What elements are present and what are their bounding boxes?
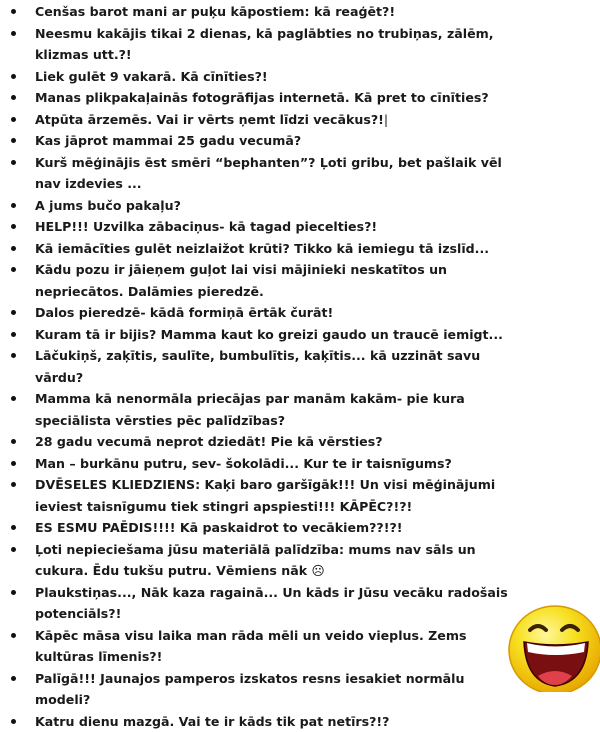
bullet-icon bbox=[11, 138, 16, 143]
item-text: Lāčukiņš, zaķītis, saulīte, bumbulītis, kaķītis... kā uzzināt savu vārdu? bbox=[35, 348, 480, 385]
list-item bbox=[0, 23, 600, 66]
item-text: Dalos pieredzē- kādā formiņā ērtāk čurāt! bbox=[35, 305, 333, 320]
list-item bbox=[0, 130, 600, 152]
list-item bbox=[0, 324, 600, 346]
item-text: Atpūta ārzemēs. Vai ir vērts ņemt līdzi vecākus?! bbox=[35, 112, 384, 127]
list-item bbox=[0, 539, 600, 582]
bullet-icon bbox=[11, 74, 16, 79]
list-item bbox=[0, 1, 600, 23]
bullet-icon bbox=[11, 160, 16, 165]
list-item bbox=[0, 517, 600, 539]
bullet-icon bbox=[11, 31, 16, 36]
bullet-icon bbox=[11, 310, 16, 315]
item-text: Man – burkānu putru, sev- šokolādi... Kur te ir taisnīgums? bbox=[35, 456, 452, 471]
text-cursor: | bbox=[384, 112, 388, 127]
bullet-icon bbox=[11, 676, 16, 681]
bullet-icon bbox=[11, 590, 16, 595]
item-text: Kā iemācīties gulēt neizlaižot krūti? Tikko kā iemiegu tā izslīd... bbox=[35, 241, 489, 256]
list-item bbox=[0, 453, 600, 475]
item-text: Kāpēc māsa visu laika man rāda mēli un veido vieplus. Zems kultūras līmenis?! bbox=[35, 628, 466, 665]
item-text: Cenšas barot mani ar puķu kāpostiem: kā reaģēt?! bbox=[35, 4, 395, 19]
list-item bbox=[0, 87, 600, 109]
bullet-icon bbox=[11, 95, 16, 100]
laughing-smiley-icon bbox=[500, 590, 600, 692]
list-item bbox=[0, 216, 600, 238]
list-item bbox=[0, 66, 600, 88]
bullet-icon bbox=[11, 332, 16, 337]
bullet-icon bbox=[11, 482, 16, 487]
bullet-icon bbox=[11, 719, 16, 724]
bullet-icon bbox=[11, 224, 16, 229]
item-text: Kurš mēģinājis ēst smēri “bephanten”? Ļoti gribu, bet pašlaik vēl nav izdevies ... bbox=[35, 155, 502, 192]
bullet-icon bbox=[11, 9, 16, 14]
bullet-icon bbox=[11, 267, 16, 272]
item-text: 28 gadu vecumā neprot dziedāt! Pie kā vērsties? bbox=[35, 434, 383, 449]
item-text: Kādu pozu ir jāieņem guļot lai visi mājinieki neskatītos un nepriecātos. Dalāmies pieredzē. bbox=[35, 262, 447, 299]
item-text: Neesmu kakājis tikai 2 dienas, kā paglābties no trubiņas, zālēm, klizmas utt.?! bbox=[35, 26, 494, 63]
bullet-icon bbox=[11, 439, 16, 444]
bullet-icon bbox=[11, 353, 16, 358]
item-text: ES ESMU PAĒDIS!!!! Kā paskaidrot to vecākiem??!?! bbox=[35, 520, 403, 535]
list-item bbox=[0, 195, 600, 217]
item-text: Plaukstiņas..., Nāk kaza ragainā... Un kāds ir Jūsu vecāku radošais potenciāls?! bbox=[35, 585, 508, 622]
item-text: Mamma kā nenormāla priecājas par manām kakām- pie kura speciālista vērsties pēc palīdzības? bbox=[35, 391, 465, 428]
item-text: Kuram tā ir bijis? Mamma kaut ko greizi gaudo un traucē iemigt... bbox=[35, 327, 503, 342]
list-item bbox=[0, 259, 600, 302]
bullet-icon bbox=[11, 396, 16, 401]
item-text: Liek gulēt 9 vakarā. Kā cīnīties?! bbox=[35, 69, 268, 84]
bullet-icon bbox=[11, 203, 16, 208]
bullet-icon bbox=[11, 547, 16, 552]
bullet-icon bbox=[11, 461, 16, 466]
list-item bbox=[0, 345, 600, 388]
list-item bbox=[0, 711, 600, 732]
item-text: Katru dienu mazgā. Vai te ir kāds tik pat netīrs?!? bbox=[35, 714, 389, 729]
list-item bbox=[0, 474, 600, 517]
list-item bbox=[0, 302, 600, 324]
list-item bbox=[0, 431, 600, 453]
frown-icon: ☹ bbox=[312, 563, 325, 578]
item-text: Kas jāprot mammai 25 gadu vecumā? bbox=[35, 133, 301, 148]
list-item bbox=[0, 238, 600, 260]
list-item bbox=[0, 388, 600, 431]
bullet-icon bbox=[11, 117, 16, 122]
item-text: A jums bučo pakaļu? bbox=[35, 198, 181, 213]
item-text: DVĒSELES KLIEDZIENS: Kaķi baro garšīgāk!!! Un visi mēģinājumi ieviest taisnīgumu tiek stingri apspiesti!!! KĀPĒC?!?! bbox=[35, 477, 495, 514]
item-text: Manas plikpakaļainās fotogrāfijas internetā. Kā pret to cīnīties? bbox=[35, 90, 489, 105]
bullet-icon bbox=[11, 246, 16, 251]
item-text: HELP!!! Uzvilka zābaciņus- kā tagad piecelties?! bbox=[35, 219, 377, 234]
item-text: Ļoti nepieciešama jūsu materiālā palīdzība: mums nav sāls un cukura. Ēdu tukšu putru. Vēmiens nāk bbox=[35, 542, 476, 579]
bullet-icon bbox=[11, 633, 16, 638]
bullet-icon bbox=[11, 525, 16, 530]
item-text: Palīgā!!! Jaunajos pamperos izskatos resns iesakiet normālu modeli? bbox=[35, 671, 464, 708]
list-item bbox=[0, 109, 600, 131]
list-item bbox=[0, 152, 600, 195]
